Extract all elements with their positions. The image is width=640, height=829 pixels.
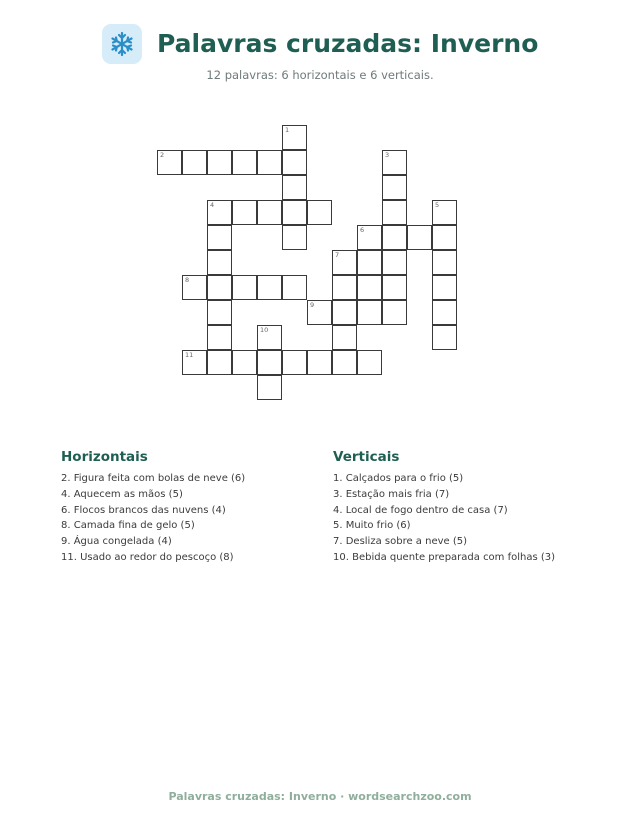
crossword-cell[interactable] [257,325,282,350]
crossword-cell[interactable] [382,275,407,300]
clue-number: 10 [260,326,269,334]
crossword-cell[interactable] [432,325,457,350]
crossword-cell[interactable] [207,150,232,175]
clue-number: 4 [210,201,215,209]
crossword-cell[interactable] [207,225,232,250]
crossword-cell[interactable] [382,225,407,250]
clue-number: 1 [285,126,290,134]
crossword-cell[interactable] [332,300,357,325]
crossword-cell[interactable] [207,200,232,225]
crossword-cell[interactable] [382,300,407,325]
crossword-cell[interactable] [432,300,457,325]
clue-item: 8. Camada fina de gelo (5) [61,520,195,532]
crossword-cell[interactable] [282,125,307,150]
crossword-cell[interactable] [282,150,307,175]
crossword-cell[interactable] [207,275,232,300]
crossword-cell[interactable] [382,200,407,225]
crossword-cell[interactable] [182,150,207,175]
page-subtitle: 12 palavras: 6 horizontais e 6 verticais. [206,68,434,82]
crossword-cell[interactable] [407,225,432,250]
crossword-cell[interactable] [332,350,357,375]
crossword-cell[interactable] [232,150,257,175]
crossword-cell[interactable] [257,200,282,225]
clue-number: 6 [360,226,365,234]
clue-number: 5 [435,201,440,209]
crossword-cell[interactable] [257,150,282,175]
crossword-cell[interactable] [357,250,382,275]
crossword-cell[interactable] [307,350,332,375]
clue-item: 10. Bebida quente preparada com folhas (3) [333,551,556,563]
crossword-cell[interactable] [432,275,457,300]
crossword-cell[interactable] [257,275,282,300]
crossword-cell[interactable] [182,275,207,300]
crossword-cell[interactable] [282,175,307,200]
clue-number: 11 [185,351,194,359]
crossword-cell[interactable] [232,200,257,225]
clue-item: 1. Calçados para o frio (5) [333,473,464,484]
crossword-cell[interactable] [357,275,382,300]
clue-item: 5. Muito frio (6) [333,520,411,532]
clue-item: 2. Figura feita com bolas de neve (6) [61,473,246,484]
crossword-cell[interactable] [182,350,207,375]
crossword-cell[interactable] [157,150,182,175]
clue-item: 11. Usado ao redor do pescoço (8) [61,551,234,563]
crossword-cell[interactable] [282,350,307,375]
crossword-cell[interactable] [332,325,357,350]
crossword-cell[interactable] [382,150,407,175]
clue-item: 4. Aquecem as mãos (5) [61,488,183,500]
crossword-cell[interactable] [257,350,282,375]
crossword-cell[interactable] [282,275,307,300]
crossword-cell[interactable] [357,350,382,375]
crossword-cell[interactable] [432,200,457,225]
clue-item: 6. Flocos brancos das nuvens (4) [61,504,226,516]
down-heading: Verticais [333,449,400,465]
crossword-cell[interactable] [282,200,307,225]
crossword-cell[interactable] [307,300,332,325]
crossword-cell[interactable] [332,275,357,300]
clue-item: 4. Local de fogo dentro de casa (7) [333,504,508,516]
crossword-cell[interactable] [382,175,407,200]
crossword-cell[interactable] [357,300,382,325]
crossword-cell[interactable] [282,225,307,250]
clue-item: 9. Água congelada (4) [61,536,172,548]
across-clue-list [61,471,245,566]
crossword-cell[interactable] [307,200,332,225]
crossword-cell[interactable] [332,250,357,275]
crossword-cell[interactable] [382,250,407,275]
crossword-cell[interactable] [207,250,232,275]
across-heading: Horizontais [61,449,148,465]
page-title: Palavras cruzadas: Inverno [157,29,539,58]
crossword-cell[interactable] [207,325,232,350]
crossword-cell[interactable] [207,350,232,375]
clue-item: 7. Desliza sobre a neve (5) [333,536,468,548]
crossword-cell[interactable] [232,350,257,375]
clue-number: 2 [160,151,165,159]
clue-number: 7 [335,251,340,259]
crossword-cell[interactable] [232,275,257,300]
clue-number: 8 [185,276,190,284]
crossword-cell[interactable] [257,375,282,400]
down-clue-list [333,471,555,566]
crossword-cell[interactable] [357,225,382,250]
footer: Palavras cruzadas: Inverno · wordsearchzoo.com [168,790,472,803]
clue-item: 3. Estação mais fria (7) [333,488,450,500]
crossword-cell[interactable] [207,300,232,325]
clue-number: 9 [310,301,315,309]
crossword-cell[interactable] [432,225,457,250]
crossword-cell[interactable] [432,250,457,275]
clue-number: 3 [385,151,390,159]
